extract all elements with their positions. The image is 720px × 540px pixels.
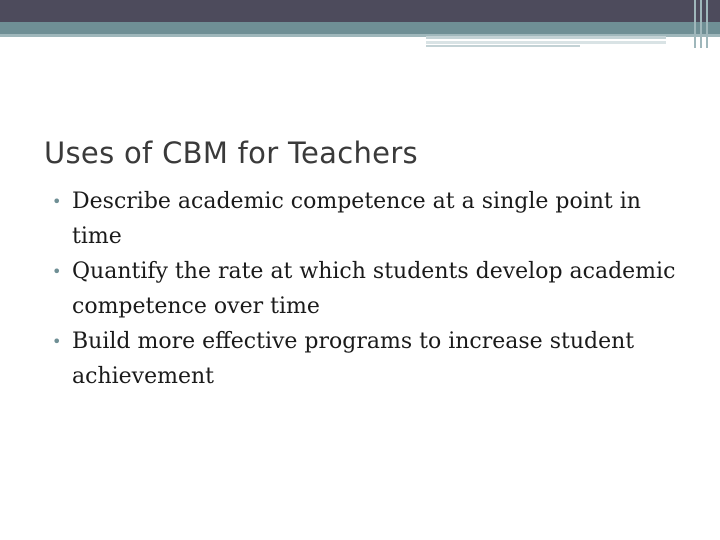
header-bar	[0, 0, 720, 22]
bullet-item	[52, 254, 692, 324]
bullet-marker: •	[52, 332, 62, 351]
bullet-text: Describe academic competence at a single point in time	[72, 189, 641, 249]
slide-title: Uses of CBM for Teachers	[44, 136, 418, 170]
bullet-marker: •	[52, 192, 62, 211]
bullet-text: Quantify the rate at which students develop academic competence over time	[72, 259, 676, 319]
decorative-line	[426, 41, 666, 44]
decorative-line	[426, 45, 580, 47]
decorative-line	[694, 0, 696, 48]
bullet-marker: •	[52, 262, 62, 281]
decorative-line	[426, 36, 666, 39]
bullet-list	[52, 184, 692, 394]
bullet-item	[52, 184, 692, 254]
bullet-item	[52, 324, 692, 394]
bullet-text: Build more effective programs to increase student achievement	[72, 329, 635, 389]
corner-decoration	[672, 0, 720, 48]
decorative-line	[700, 0, 702, 48]
header-accent-strip	[0, 22, 720, 34]
decorative-line	[706, 0, 708, 48]
